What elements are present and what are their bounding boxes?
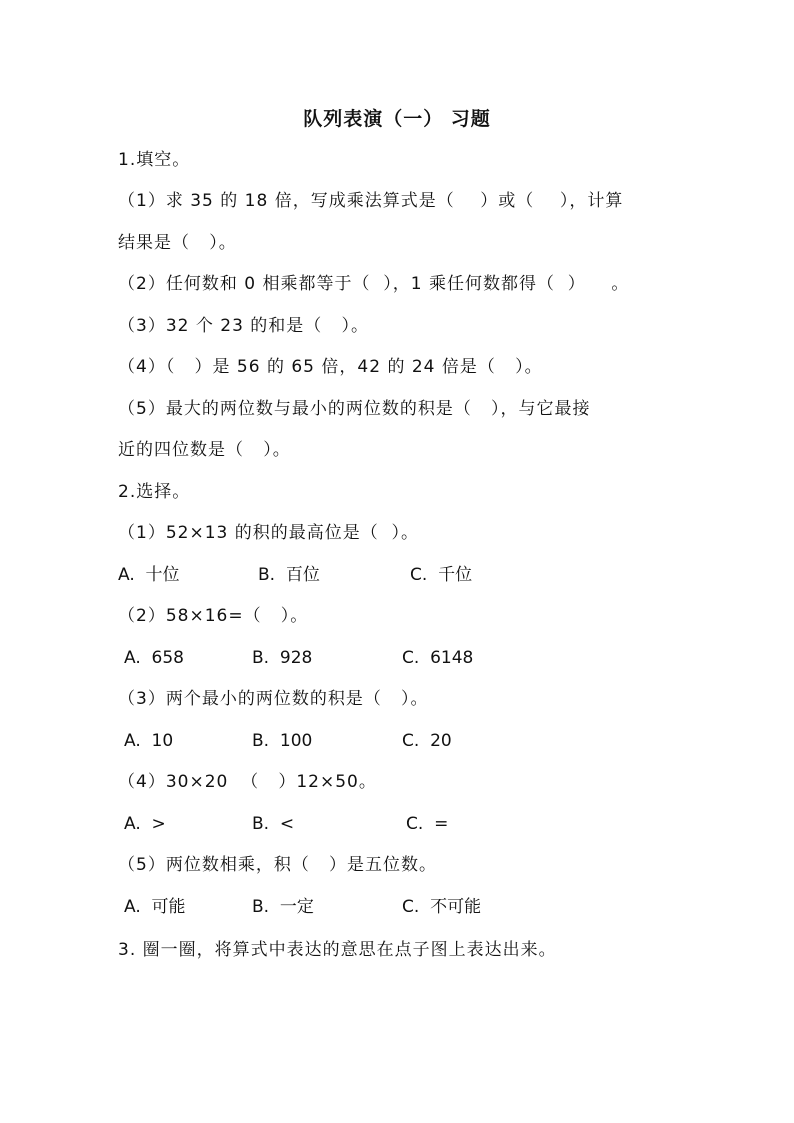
section-1-heading: 1.填空。 [118,150,191,170]
choice-q2-stem: （2）58×16=（ ）。 [118,606,309,626]
fill-q1-line1: （1）求 35 的 18 倍，写成乘法算式是（ ）或（ ），计算 [118,191,624,211]
fill-q1-line2: 结果是（ ）。 [118,233,237,253]
choice-option-b: B. 928 [252,648,313,668]
fill-q5-line2: 近的四位数是（ ）。 [118,440,291,460]
choice-option-c: C. 千位 [410,565,473,585]
choice-option-b: B. 一定 [252,897,314,917]
choice-option-a: A. 十位 [118,565,180,585]
section-3-heading: 3. 圈一圈，将算式中表达的意思在点子图上表达出来。 [118,940,557,960]
choice-q1-stem: （1）52×13 的积的最高位是（ ）。 [118,523,420,543]
choice-option-b: B. 百位 [258,565,320,585]
choice-option-a: A. 10 [124,731,174,751]
choice-option-c: C. = [406,814,449,834]
choice-option-a: A. 可能 [124,897,186,917]
fill-q4: （4）（ ）是 56 的 65 倍，42 的 24 倍是（ ）。 [118,357,543,377]
page-title: 队列表演（一） 习题 [303,108,491,130]
choice-option-b: B. < [252,814,295,834]
fill-q3: （3）32 个 23 的和是（ ）。 [118,316,370,336]
choice-option-c: C. 6148 [402,648,474,668]
choice-option-c: C. 不可能 [402,897,482,917]
section-2-heading: 2.选择。 [118,482,191,502]
choice-q4-stem: （4）30×20 （ ）12×50。 [118,772,377,792]
choice-option-c: C. 20 [402,731,452,751]
fill-q2: （2）任何数和 0 相乘都等于（ ），1 乘任何数都得（ ） 。 [118,274,630,294]
choice-q5-stem: （5）两位数相乘，积（ ）是五位数。 [118,855,438,875]
choice-q3-stem: （3）两个最小的两位数的积是（ ）。 [118,689,429,709]
choice-option-b: B. 100 [252,731,313,751]
choice-option-a: A. > [124,814,166,834]
fill-q5-line1: （5）最大的两位数与最小的两位数的积是（ ），与它最接 [118,399,591,419]
choice-option-a: A. 658 [124,648,184,668]
